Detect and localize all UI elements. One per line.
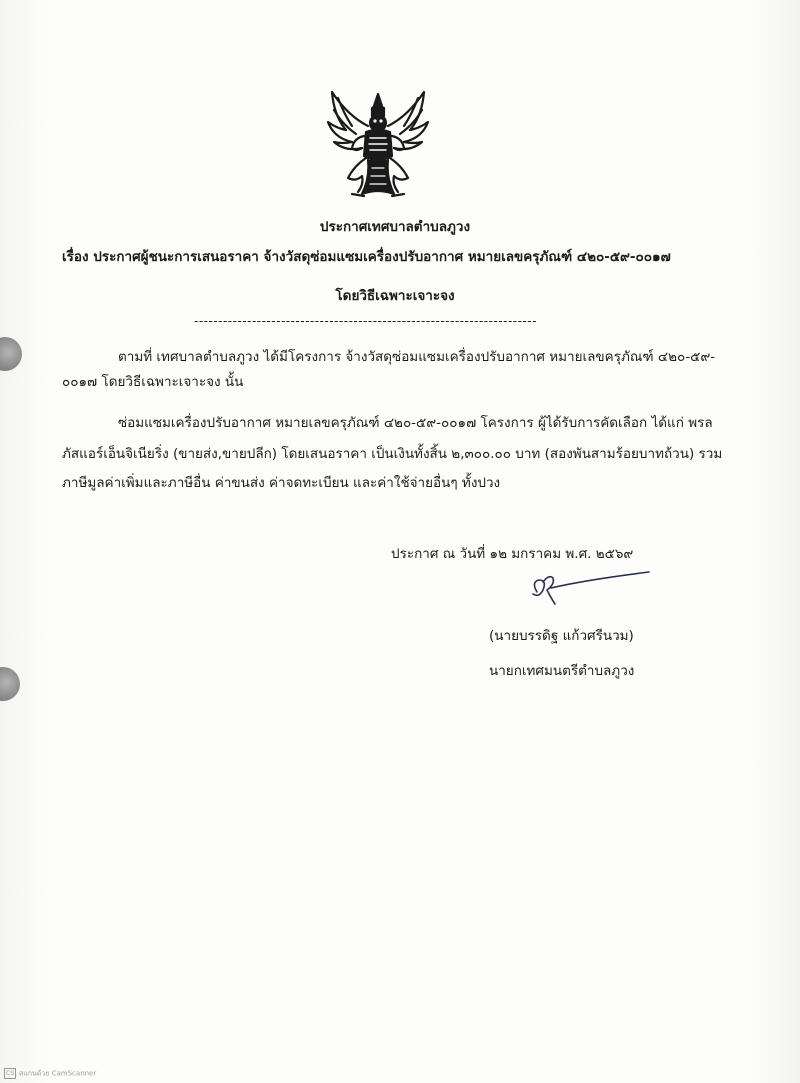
scanner-watermark xyxy=(4,1068,96,1080)
garuda-emblem-icon xyxy=(318,86,438,204)
signer-name: (นายบรรดิฐ แก้วศรีนวม) xyxy=(489,628,634,644)
scanner-watermark-text: สแกนด้วย CamScanner xyxy=(19,1069,97,1078)
camscanner-icon: CS xyxy=(6,1070,14,1077)
paragraph-2-line-1: ซ่อมแซมเครื่องปรับอากาศ หมายเลขครุภัณฑ์ ๔๒๐-๕๙-๐๐๑๗ โครงการ ผู้ได้รับการคัดเลือก ได้แก่ พรล xyxy=(118,415,713,431)
announcement-subject: เรื่อง ประกาศผู้ชนะการเสนอราคา จ้างวัสดุซ่อมแซมเครื่องปรับอากาศ หมายเลขครุภัณฑ์ ๔๒๐-๕๙-๐๐๑๗ xyxy=(62,249,671,265)
paragraph-2-line-3: ภาษีมูลค่าเพิ่มและภาษีอื่น ค่าขนส่ง ค่าจดทะเบียน และค่าใช้จ่ายอื่นๆ ทั้งปวง xyxy=(62,475,501,491)
punch-hole xyxy=(0,667,20,701)
announcement-date: ประกาศ ณ วันที่ ๑๒ มกราคม พ.ศ. ๒๕๖๙ xyxy=(391,546,634,562)
paragraph-2-line-2: ภัสแอร์เอ็นจิเนียริ่ง (ขายส่ง,ขายปลีก) โดยเสนอราคา เป็นเงินทั้งสิ้น ๒,๓๐๐.๐๐ บาท (สองพันสามร้อยบาทถ้วน) รวม xyxy=(62,446,723,462)
announcement-method: โดยวิธีเฉพาะเจาะจง xyxy=(335,288,455,304)
announcement-title: ประกาศเทศบาลตำบลภูวง xyxy=(319,219,471,235)
separator-line: ----------------------------------------------------------------------- xyxy=(194,314,537,328)
paragraph-1-line-1: ตามที่ เทศบาลตำบลภูวง ได้มีโครงการ จ้างวัสดุซ่อมแซมเครื่องปรับอากาศ หมายเลขครุภัณฑ์ ๔๒๐-๕๙- xyxy=(118,349,716,365)
punch-hole xyxy=(0,337,22,371)
signature-image xyxy=(525,568,655,608)
signer-position: นายกเทศมนตรีตำบลภูวง xyxy=(489,663,635,679)
paragraph-1-line-2: ๐๐๑๗ โดยวิธีเฉพาะเจาะจง นั้น xyxy=(62,374,244,390)
